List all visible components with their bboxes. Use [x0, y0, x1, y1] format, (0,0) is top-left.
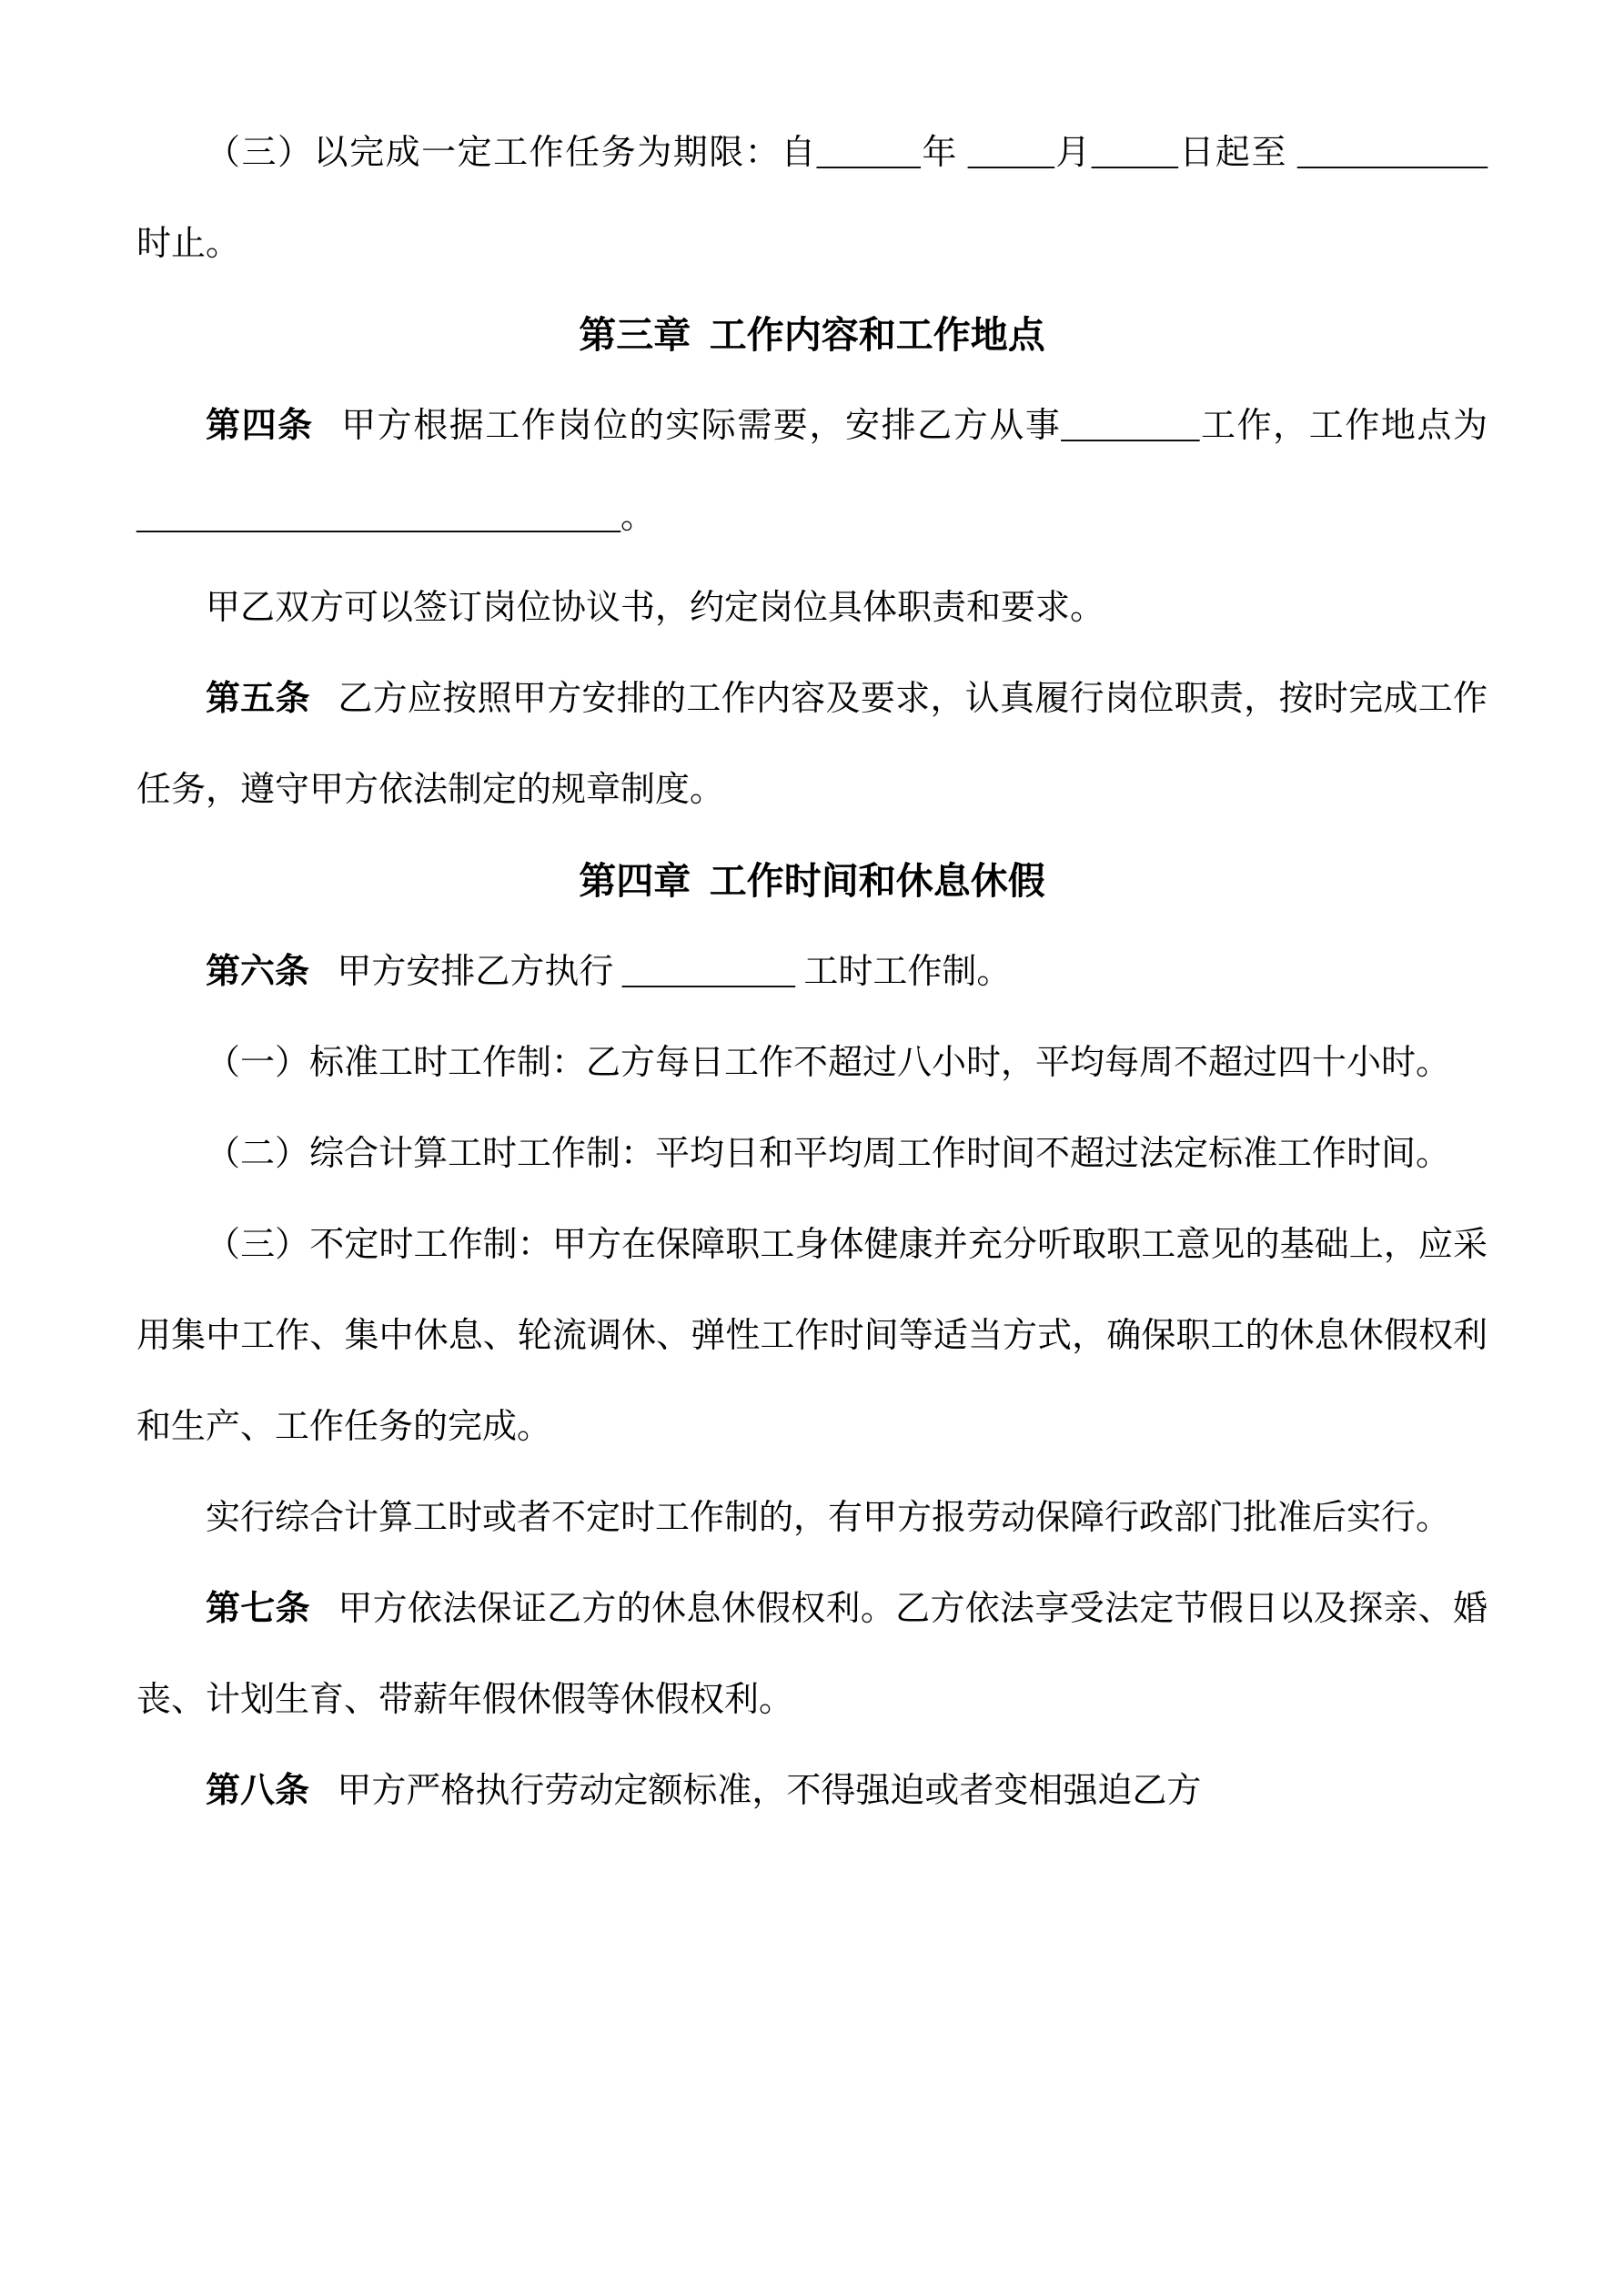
paragraph-text: 甲方严格执行劳动定额标准，不得强迫或者变相强迫乙方 — [337, 1772, 1202, 1810]
clause-4-paragraph — [136, 380, 1488, 562]
clause-6-paragraph — [136, 926, 1488, 1017]
paragraph-text: 实行综合计算工时或者不定时工作制的，有甲方报劳动保障行政部门批准后实行。 — [206, 1499, 1451, 1537]
paragraph-text: 甲乙双方可以签订岗位协议书，约定岗位具体职责和要求。 — [206, 589, 1105, 627]
paragraph-text: （一）标准工时工作制：乙方每日工作不超过八小时，平均每周不超过四十小时。 — [206, 1044, 1451, 1082]
post-agreement-paragraph — [136, 562, 1488, 653]
approval-paragraph — [136, 1472, 1488, 1563]
paragraph-text: 乙方应按照甲方安排的工作内容及要求，认真履行岗位职责，按时完成工作任务，遵守甲方依法制定的规章制度。 — [136, 680, 1488, 809]
term-completion-paragraph — [136, 107, 1488, 289]
clause-6-number: 第六条 — [206, 953, 310, 991]
paragraph-text: 甲方根据工作岗位的实际需要，安排乙方从事________工作，工作地点为____________________________。 — [136, 407, 1488, 536]
paragraph-text: 甲方安排乙方执行 __________ 工时工作制。 — [337, 953, 1012, 991]
work-hours-item-3-paragraph — [136, 1199, 1488, 1472]
clause-5-number: 第五条 — [206, 680, 310, 718]
clause-4-number: 第四条 — [206, 407, 314, 445]
paragraph-text: （三）以完成一定工作任务为期限：自______年 _____月_____日起至 ___________ 时止。 — [136, 134, 1488, 263]
paragraph-text: （三）不定时工作制：甲方在保障职工身体健康并充分听取职工意见的基础上，应采用集中工作、集中休息、轮流调休、弹性工作时间等适当方式，确保职工的休息休假权利和生产、工作任务的完成。 — [136, 1226, 1488, 1446]
clause-8-number: 第八条 — [206, 1772, 310, 1810]
work-hours-item-2-paragraph — [136, 1108, 1488, 1199]
clause-8-paragraph — [136, 1745, 1488, 1836]
heading-text: 第三章 工作内容和工作地点 — [579, 314, 1045, 356]
clause-5-paragraph — [136, 653, 1488, 835]
chapter-4-heading — [136, 835, 1488, 926]
paragraph-text: 甲方依法保证乙方的休息休假权利。乙方依法享受法定节假日以及探亲、婚丧、计划生育、带薪年假休假等休假权利。 — [136, 1590, 1488, 1719]
chapter-3-heading — [136, 289, 1488, 380]
paragraph-text: （二）综合计算工时工作制：平均日和平均周工作时间不超过法定标准工作时间。 — [206, 1135, 1451, 1173]
clause-7-number: 第七条 — [206, 1590, 310, 1628]
clause-7-paragraph — [136, 1563, 1488, 1745]
work-hours-item-1-paragraph — [136, 1017, 1488, 1108]
heading-text: 第四章 工作时间和休息休假 — [579, 860, 1045, 902]
